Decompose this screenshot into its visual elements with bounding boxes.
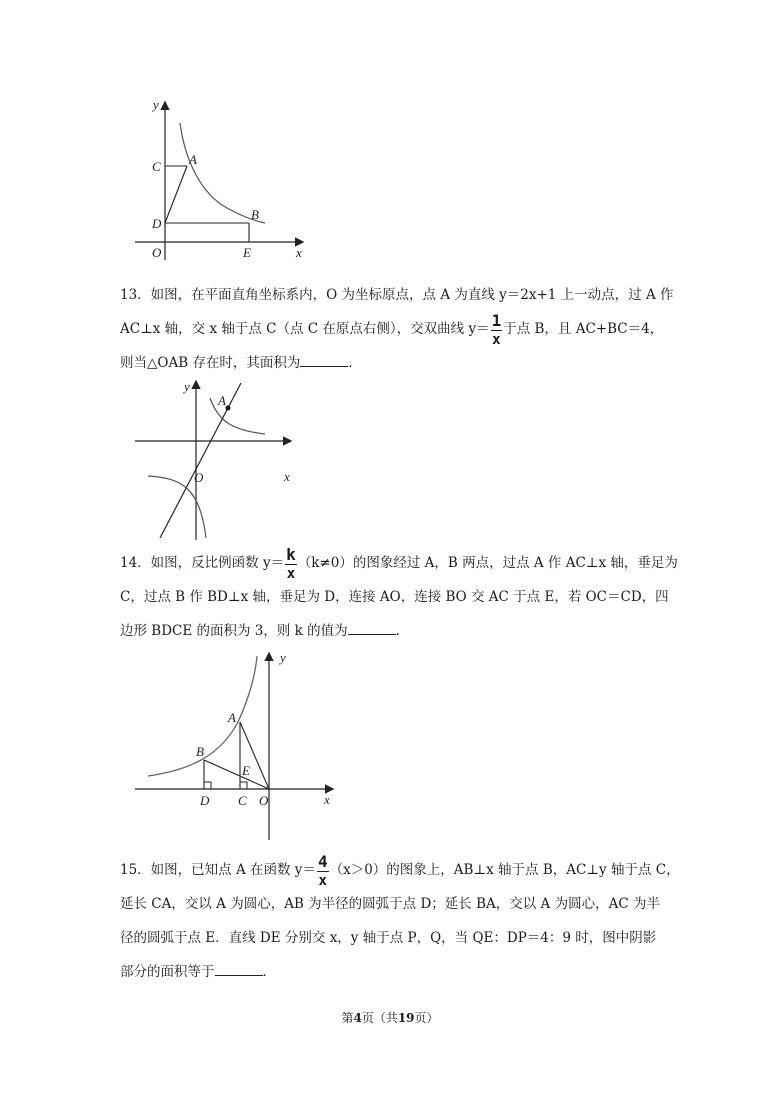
- label-x: x: [324, 792, 330, 807]
- q15-frac-num: 4: [317, 851, 328, 871]
- answer-blank: [215, 963, 263, 976]
- q14-line-1: [120, 544, 678, 582]
- label-y: y: [184, 379, 190, 394]
- q14-line-3-text: 边形 BDCE 的面积为 3，则 k 的值为: [120, 623, 348, 639]
- q15-line-4-text: 部分的面积等于: [120, 964, 215, 980]
- q14-fraction: [285, 544, 297, 582]
- label-C: C: [238, 793, 247, 808]
- question-15: [120, 851, 680, 989]
- figure-q14: [130, 648, 340, 843]
- label-A: A: [218, 393, 226, 408]
- q15-frac-den: x: [318, 872, 327, 889]
- q14-frac-num: k: [286, 544, 296, 564]
- q13-line-2: [120, 312, 665, 346]
- point-A: [226, 406, 231, 411]
- answer-blank: [300, 354, 348, 367]
- label-O: O: [259, 793, 269, 808]
- segment-BO: [204, 760, 269, 789]
- q15-line-3: 径的圆弧于点 E．直线 DE 分别交 x，y 轴于点 P，Q，当 QE：DP＝4：9 时，图中阴影: [120, 930, 657, 946]
- figure-q12: [130, 95, 310, 265]
- q14-line-1b: （k≠0）的图象经过 A，B 两点，过点 A 作 AC⊥x 轴，垂足为: [297, 555, 678, 571]
- label-E: E: [243, 245, 251, 260]
- label-D: D: [152, 216, 162, 231]
- label-x: x: [296, 245, 302, 260]
- question-14: [120, 544, 678, 648]
- label-O: O: [152, 245, 162, 260]
- footer-page-number: 4: [353, 1011, 362, 1025]
- q15-fraction: [317, 851, 329, 889]
- segment-DA: [165, 166, 187, 223]
- q14-line-1a: 14．如图，反比例函数 y＝: [120, 555, 285, 571]
- label-A: A: [189, 152, 197, 167]
- label-y: y: [153, 97, 159, 112]
- label-C: C: [152, 159, 161, 174]
- q15-line-1b: （x＞0）的图象上，AB⊥x 轴于点 B，AC⊥y 轴于点 C，: [329, 862, 680, 878]
- label-B: B: [251, 207, 259, 222]
- q15-line-4: [120, 955, 665, 989]
- footer-pre: 第: [341, 1011, 354, 1025]
- q13-line-3-text: 则当△OAB 存在时，其面积为: [120, 355, 301, 371]
- q13-fraction: [491, 310, 503, 348]
- footer-mid: 页（共: [361, 1011, 398, 1025]
- q13-line-1: 13．如图，在平面直角坐标系内，O 为坐标原点，点 A 为直线 y＝2x+1 上一动点，过 A 作: [120, 287, 674, 303]
- question-13: [120, 278, 674, 380]
- footer-total-pages: 19: [397, 1011, 415, 1025]
- q15-line-4-end: ．: [262, 964, 276, 980]
- q13-line-2a: AC⊥x 轴，交 x 轴于点 C（点 C 在原点右侧），交双曲线 y＝: [120, 321, 490, 337]
- label-B: B: [196, 744, 204, 759]
- right-angle-D: [204, 782, 211, 789]
- q13-line-3: [120, 346, 665, 380]
- q14-line-3: [120, 614, 665, 648]
- label-D: D: [200, 793, 210, 808]
- hyperbola-branch-left: [148, 476, 206, 538]
- q14-line-3-end: ．: [395, 623, 410, 639]
- q15-line-1a: 15．如图，已知点 A 在函数 y＝: [120, 862, 316, 878]
- page-footer: [0, 1009, 780, 1026]
- q13-frac-num: 1: [491, 310, 502, 330]
- q15-line-1: [120, 851, 680, 889]
- answer-blank: [348, 622, 396, 635]
- label-y: y: [280, 650, 286, 665]
- label-x: x: [284, 469, 290, 484]
- figure-q13: [130, 378, 300, 543]
- q14-frac-den: x: [286, 565, 296, 582]
- q13-frac-den: x: [492, 331, 501, 348]
- right-angle-C: [240, 782, 247, 789]
- q15-line-2: 延长 CA，交以 A 为圆心，AB 为半径的圆弧于点 D；延长 BA，交以 A 为圆心，AC 为半: [120, 896, 660, 912]
- label-O: O: [194, 470, 204, 485]
- segment-AO: [240, 722, 269, 789]
- q14-line-2: C，过点 B 作 BD⊥x 轴，垂足为 D，连接 AO，连接 BO 交 AC 于点 E，若 OC＝CD，四: [120, 589, 669, 605]
- label-E: E: [242, 763, 250, 778]
- footer-post: 页）: [414, 1011, 439, 1025]
- q13-line-3-end: ．: [348, 355, 362, 371]
- q13-line-2b: 于点 B，且 AC+BC＝4，: [503, 321, 664, 337]
- label-A: A: [228, 710, 236, 725]
